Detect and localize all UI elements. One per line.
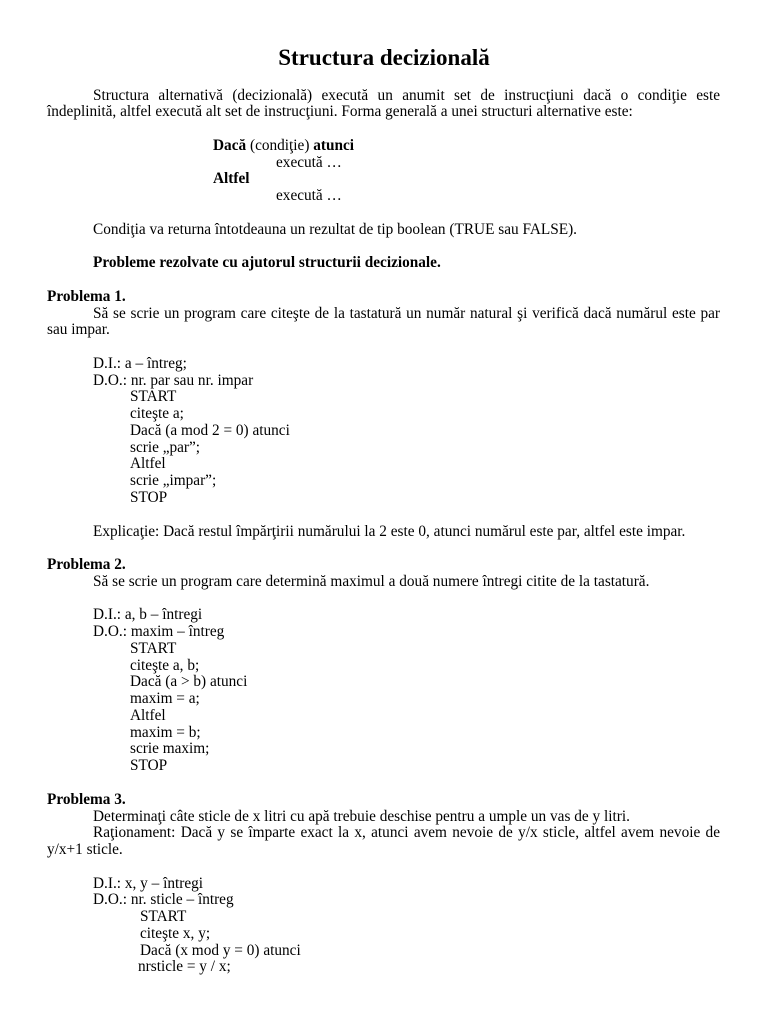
- algorithm-line: START: [140, 908, 187, 926]
- algorithm-line: scrie „par”;: [130, 438, 201, 456]
- problem-heading: Problema 2.: [47, 556, 126, 574]
- algorithm-line: citeşte a, b;: [130, 656, 200, 674]
- spacer: [47, 238, 720, 255]
- spacer: [47, 507, 720, 524]
- general-form-if-line: [47, 138, 720, 155]
- problem-2: [47, 557, 720, 792]
- algorithm-line: START: [130, 388, 177, 406]
- condition-text: (condiţie): [249, 136, 310, 154]
- spacer: [47, 775, 720, 792]
- output-data: D.O.: nr. sticle – întreg: [93, 891, 234, 909]
- spacer: [47, 272, 720, 289]
- solved-problems-heading: Probleme rezolvate cu ajutorul structurii decizionale.: [93, 254, 441, 272]
- algorithm-line: Dacă (a > b) atunci: [130, 673, 248, 691]
- problem-1: [47, 289, 720, 557]
- algorithm-line: nrsticle = y / x;: [138, 958, 231, 976]
- spacer: [47, 339, 720, 356]
- problem-heading: Problema 3.: [47, 790, 126, 808]
- algorithm-line: citeşte a;: [130, 405, 184, 423]
- algorithm-line: START: [130, 639, 177, 657]
- else-action: execută …: [276, 187, 342, 205]
- algorithm-line: Altfel: [130, 706, 166, 724]
- algorithm-line: Altfel: [130, 455, 166, 473]
- problem-statement-line: sau impar.: [47, 321, 110, 339]
- document-body: [47, 88, 720, 977]
- problem-statement-line: Să se scrie un program care citeşte de la tastatură un număr natural şi verifică dacă numărul este par: [93, 304, 720, 322]
- if-keyword: Dacă: [213, 136, 247, 154]
- page-title: Structura decizională: [278, 45, 490, 70]
- reasoning-line: Raţionament: Dacă y se împarte exact la x, atunci avem nevoie de y/x sticle, altfel avem nevoie de: [93, 824, 720, 842]
- else-keyword: Altfel: [213, 170, 250, 188]
- algorithm-line: Dacă (a mod 2 = 0) atunci: [130, 421, 290, 439]
- spacer: [47, 540, 720, 557]
- algorithm-line: maxim = b;: [130, 723, 201, 741]
- algorithm-line: scrie „impar”;: [130, 472, 217, 490]
- algorithm-line: scrie maxim;: [130, 740, 210, 758]
- algorithm-line: citeşte x, y;: [140, 924, 211, 942]
- spacer: [47, 859, 720, 876]
- algorithm-line: STOP: [130, 757, 168, 775]
- reasoning-line: y/x+1 sticle.: [47, 841, 123, 859]
- output-data: D.O.: nr. par sau nr. impar: [93, 371, 254, 389]
- spacer: [47, 121, 720, 138]
- input-data: D.I.: a – întreg;: [93, 354, 187, 372]
- input-data: D.I.: a, b – întregi: [93, 606, 203, 624]
- problem-3: [47, 792, 720, 976]
- condition-note: Condiţia va returna întotdeauna un rezultat de tip boolean (TRUE sau FALSE).: [93, 220, 577, 238]
- input-data: D.I.: x, y – întregi: [93, 874, 204, 892]
- output-data: D.O.: maxim – întreg: [93, 623, 225, 641]
- intro-line: Structura alternativă (decizională) execută un anumit set de instrucţiuni dacă o condiţie este: [93, 86, 720, 104]
- algorithm-line: maxim = a;: [130, 690, 200, 708]
- problem-statement-line: Determinaţi câte sticle de x litri cu apă trebuie deschise pentru a umple un vas de y litri.: [93, 807, 630, 825]
- intro-line: îndeplinită, altfel execută alt set de instrucţiuni. Forma generală a unei structuri alternative este:: [47, 103, 633, 121]
- spacer: [47, 205, 720, 222]
- then-action: execută …: [276, 153, 342, 171]
- then-keyword: atunci: [313, 136, 355, 154]
- spacer: [47, 591, 720, 608]
- problem-heading: Problema 1.: [47, 287, 126, 305]
- explanation: Explicaţie: Dacă restul împărţirii numărului la 2 este 0, atunci numărul este par, altfel este impar.: [93, 522, 686, 540]
- problem-statement-line: Să se scrie un program care determină maximul a două numere întregi citite de la tastatură.: [93, 572, 650, 590]
- algorithm-line: Dacă (x mod y = 0) atunci: [140, 941, 301, 959]
- algorithm-line: STOP: [130, 488, 168, 506]
